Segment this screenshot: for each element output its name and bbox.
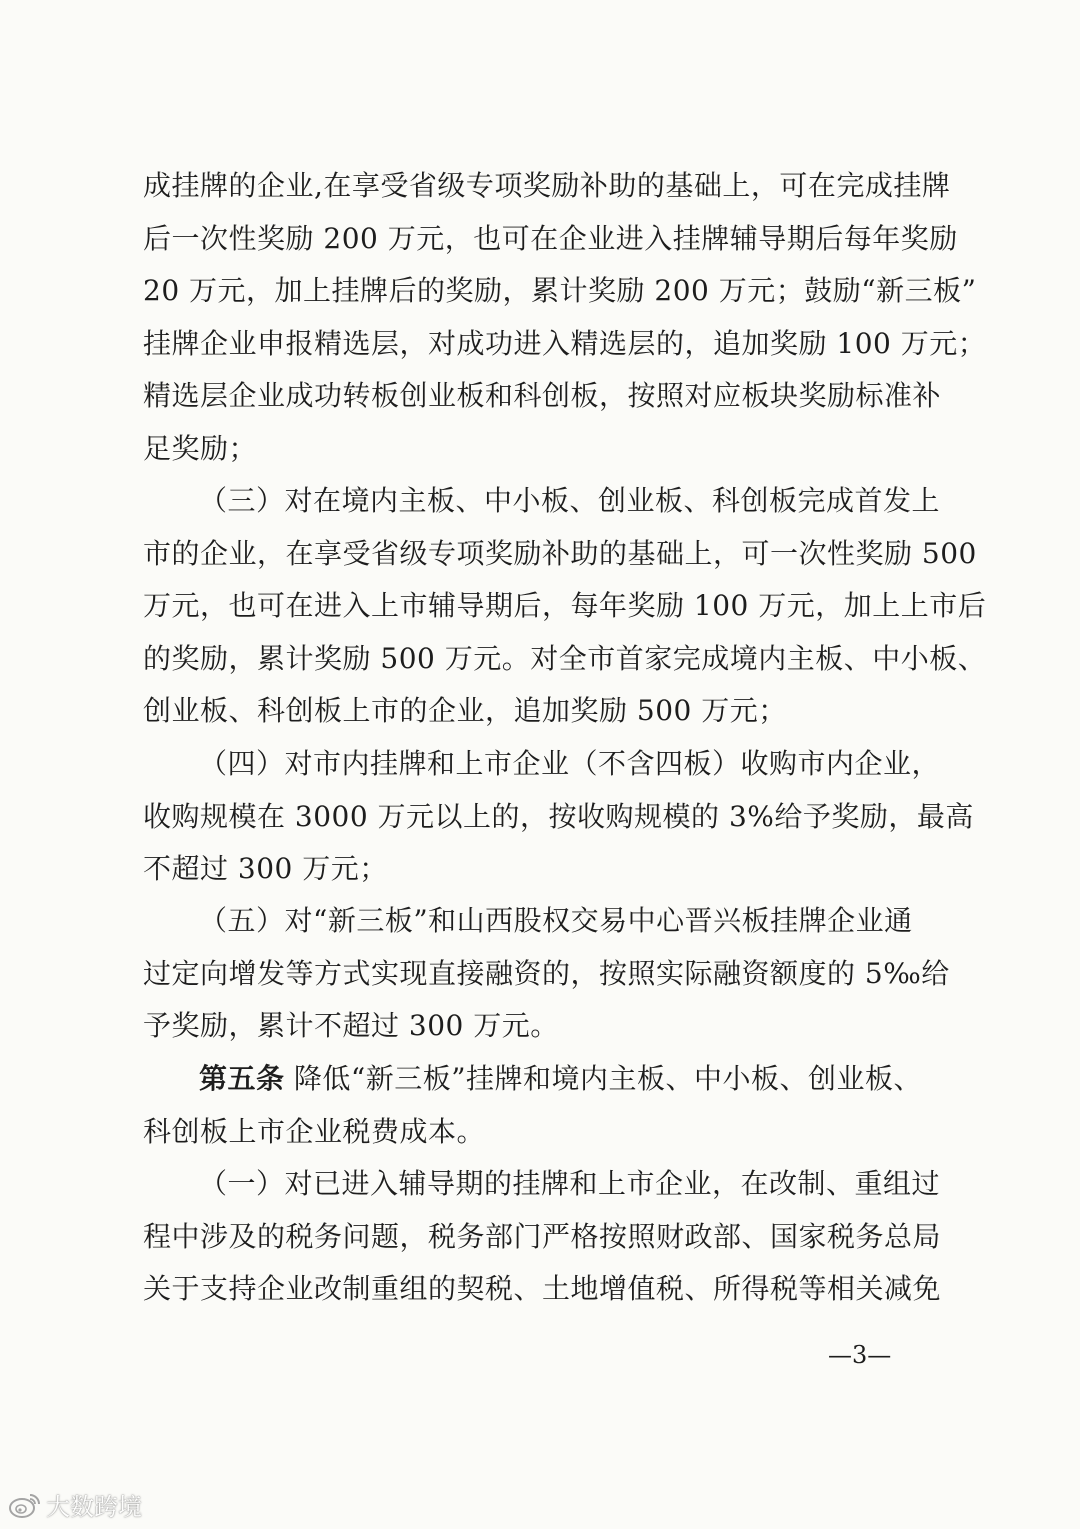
text-line: 程中涉及的税务问题，税务部门严格按照财政部、国家税务总局 <box>143 1219 942 1253</box>
paragraph-continuation <box>143 160 987 475</box>
article-label: 第五条 <box>199 1062 285 1095</box>
text-line: （五）对“新三板”和山西股权交易中心晋兴板挂牌企业通 <box>199 904 913 937</box>
text-line: 予奖励，累计不超过 300 万元。 <box>143 1009 559 1042</box>
text-line: （三）对在境内主板、中小板、创业板、科创板完成首发上 <box>199 484 941 517</box>
text-line: （一）对已进入辅导期的挂牌和上市企业，在改制、重组过 <box>199 1167 941 1200</box>
text-line: 20 万元，加上挂牌后的奖励，累计奖励 200 万元；鼓励“新三板” <box>143 274 977 307</box>
text-line: 万元，也可在进入上市辅导期后，每年奖励 100 万元，加上上市后 <box>143 589 987 622</box>
watermark <box>8 1488 142 1520</box>
article-5 <box>143 1053 923 1158</box>
text-line: 创业板、科创板上市的企业，追加奖励 500 万元； <box>143 694 787 727</box>
text-line: 挂牌企业申报精选层，对成功进入精选层的，追加奖励 100 万元； <box>143 326 987 360</box>
text-line <box>143 1053 923 1106</box>
paragraph-item-4 <box>143 738 974 896</box>
paragraph-item-3 <box>143 475 987 738</box>
text-line: 成挂牌的企业,在享受省级专项奖励补助的基础上，可在完成挂牌 <box>143 169 951 202</box>
weibo-icon <box>8 1489 42 1519</box>
text-line: 足奖励； <box>143 431 258 465</box>
text-line: 市的企业，在享受省级专项奖励补助的基础上，可一次性奖励 500 <box>143 536 977 570</box>
paragraph-item-1 <box>143 1158 942 1316</box>
text-line: （四）对市内挂牌和上市企业（不含四板）收购市内企业， <box>199 747 941 780</box>
text-line: 收购规模在 3000 万元以上的，按收购规模的 3%给予奖励，最高 <box>143 799 974 833</box>
watermark-text: 大数跨境 <box>46 1492 142 1521</box>
text-line: 科创板上市企业税费成本。 <box>143 1114 486 1148</box>
text-line: 的奖励，累计奖励 500 万元。对全市首家完成境内主板、中小板、 <box>143 641 987 675</box>
page-number: —3— <box>828 1341 892 1369</box>
text-line: 不超过 300 万元； <box>143 852 388 885</box>
text-line: 后一次性奖励 200 万元，也可在企业进入挂牌辅导期后每年奖励 <box>143 221 958 255</box>
paragraph-item-5 <box>143 895 950 1053</box>
text-line: 关于支持企业改制重组的契税、土地增值税、所得税等相关减免 <box>143 1272 942 1305</box>
text-line: 精选层企业成功转板创业板和科创板，按照对应板块奖励标准补 <box>143 379 942 412</box>
text-line: 过定向增发等方式实现直接融资的，按照实际融资额度的 5‰给 <box>143 956 950 990</box>
article-text: 降低“新三板”挂牌和境内主板、中小板、创业板、 <box>284 1062 923 1095</box>
